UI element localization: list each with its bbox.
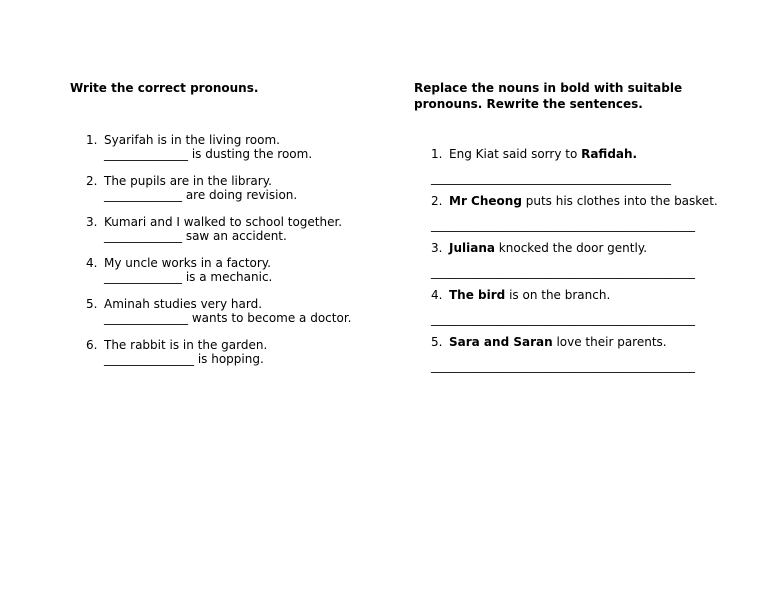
item-text-pre: Eng Kiat said sorry to (449, 147, 582, 161)
answer-line: ____________________________________________ (431, 312, 695, 326)
list-item (70, 297, 390, 325)
item-rest: saw an accident. (182, 229, 287, 243)
item-answer-line (104, 311, 390, 325)
item-number: 3. (86, 215, 98, 229)
list-item (414, 241, 734, 279)
list-item (70, 215, 390, 243)
item-rest: wants to become a doctor. (188, 311, 352, 325)
list-item (414, 147, 734, 185)
left-heading: Write the correct pronouns. (70, 81, 259, 95)
item-number: 2. (431, 194, 443, 208)
item-number: 5. (431, 335, 443, 349)
list-item (70, 256, 390, 284)
item-number: 5. (86, 297, 98, 311)
item-text-post: is on the branch. (505, 288, 611, 302)
rewrite-exercise-list (414, 147, 734, 373)
answer-line: ____________________________________________ (431, 359, 695, 373)
item-rest: is dusting the room. (188, 147, 313, 161)
answer-line: ____________________________________________ (431, 265, 695, 279)
item-sentence: The rabbit is in the garden. (104, 338, 268, 352)
item-sentence: Syarifah is in the living room. (104, 133, 280, 147)
list-item (70, 133, 390, 161)
item-answer-line (104, 352, 390, 366)
bold-noun: Juliana (449, 241, 495, 255)
list-item (414, 194, 734, 232)
item-number: 2. (86, 174, 98, 188)
item-answer-line (104, 270, 390, 284)
answer-blank: ______________ (104, 311, 188, 325)
item-sentence: Aminah studies very hard. (104, 297, 263, 311)
item-sentence: Kumari and I walked to school together. (104, 215, 343, 229)
bold-noun: The bird (449, 288, 506, 302)
answer-blank: _____________ (104, 188, 182, 202)
bold-noun: Mr Cheong (449, 194, 522, 208)
list-item (70, 174, 390, 202)
item-answer-line (104, 147, 390, 161)
item-number: 1. (431, 147, 443, 161)
list-item (70, 338, 390, 366)
answer-blank: _______________ (104, 352, 194, 366)
pronoun-exercise-list (70, 133, 390, 366)
item-number: 6. (86, 338, 98, 352)
item-number: 4. (431, 288, 443, 302)
item-number: 1. (86, 133, 98, 147)
item-rest: is a mechanic. (182, 270, 273, 284)
item-sentence: The pupils are in the library. (104, 174, 272, 188)
answer-blank: _____________ (104, 270, 182, 284)
item-sentence: My uncle works in a factory. (104, 256, 271, 270)
item-text-post: love their parents. (552, 335, 667, 349)
answer-blank: ______________ (104, 147, 188, 161)
answer-line: ____________________________________________ (431, 218, 695, 232)
bold-noun: Sara and Saran (449, 335, 553, 349)
answer-blank: _____________ (104, 229, 182, 243)
item-rest: is hopping. (194, 352, 264, 366)
item-rest: are doing revision. (182, 188, 298, 202)
list-item (414, 335, 734, 373)
bold-noun: Rafidah. (581, 147, 638, 161)
right-heading: Replace the nouns in bold with suitable pronouns. Rewrite the sentences. (414, 81, 683, 111)
right-section (414, 80, 734, 389)
item-answer-line (104, 188, 390, 202)
item-text-post: puts his clothes into the basket. (521, 194, 718, 208)
item-text-post: knocked the door gently. (494, 241, 648, 255)
item-number: 3. (431, 241, 443, 255)
item-number: 4. (86, 256, 98, 270)
item-answer-line (104, 229, 390, 243)
left-section (70, 80, 390, 382)
answer-line: ________________________________________ (431, 171, 671, 185)
list-item (414, 288, 734, 326)
